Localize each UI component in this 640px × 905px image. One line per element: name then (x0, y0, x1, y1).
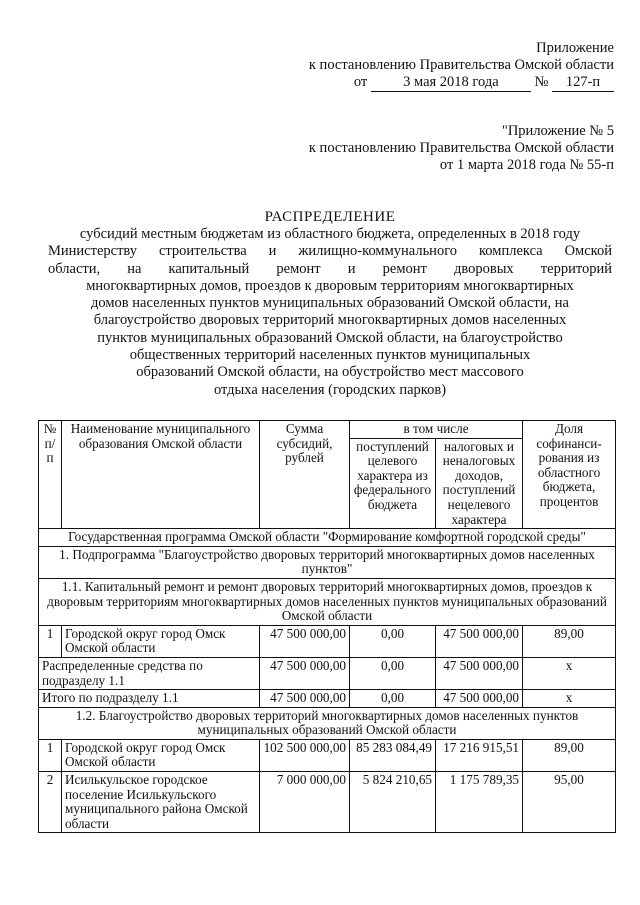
cell-sum: 7 000 000,00 (260, 772, 350, 833)
col-header-share: Доля софинанси-рования из областного бюджета, процентов (523, 421, 616, 529)
cell-name: Исилькульское городское поселение Исилькульского муниципального района Омской области (62, 772, 260, 833)
appendix5-label: "Приложение № 5 (501, 123, 614, 139)
from-prefix: от (353, 74, 368, 90)
cell-taxes: 47 500 000,00 (436, 625, 523, 657)
cell-num: 2 (39, 772, 62, 833)
resolution-date: 3 мая 2018 года (371, 74, 531, 92)
distribution-table (38, 420, 616, 833)
table-header-row (39, 421, 616, 439)
cell-taxes: 47 500 000,00 (436, 657, 523, 689)
table-row (39, 625, 616, 657)
number-sign: № (534, 74, 549, 90)
title-line: многоквартирных домов, проездов к дворовым территориям многоквартирных (86, 277, 574, 294)
table-row (39, 772, 616, 833)
title-line: общественных территорий населенных пунктов муниципальных (129, 347, 531, 364)
resolution-date-line (309, 74, 614, 92)
title-line: субсидий местным бюджетам из областного бюджета, определенных в 2018 году (79, 226, 581, 242)
col-header-including: в том числе (350, 421, 523, 439)
title-line: отдыха населения (городских парков) (213, 381, 447, 398)
cell-taxes: 1 175 789,35 (436, 772, 523, 833)
cell-sum: 47 500 000,00 (260, 625, 350, 657)
resolution-number: 127-п (552, 74, 614, 92)
cell-sum: 102 500 000,00 (260, 739, 350, 771)
appendix-header (309, 40, 614, 92)
cell-sum: 47 500 000,00 (260, 657, 350, 689)
title-line: области, на капитальный ремонт и ремонт дворовых территорий (48, 260, 612, 277)
cell-sum: 47 500 000,00 (260, 690, 350, 708)
appendix5-resolution-ref: к постановлению Правительства Омской области (308, 140, 614, 156)
section-title: 1.2. Благоустройство дворовых территорий многоквартирных домов населенных пунктов муниципальных образований Омской области (39, 707, 616, 739)
section-row (39, 578, 616, 625)
cell-taxes: 17 216 915,51 (436, 739, 523, 771)
cell-name: Городской округ город Омск Омской области (62, 625, 260, 657)
appendix5-resolution-date: от 1 марта 2018 года № 55-п (439, 157, 614, 173)
section-title: 1.1. Капитальный ремонт и ремонт дворовых территорий многоквартирных домов, проездов к дворовым территориям многоквартирных домов населенных пунктов муниципальных образований Омской области (39, 578, 616, 625)
resolution-ref: к постановлению Правительства Омской области (308, 57, 614, 73)
col-header-sum: Сумма субсидий, рублей (260, 421, 350, 529)
cell-federal: 0,00 (350, 690, 436, 708)
cell-share: 89,00 (523, 739, 616, 771)
title-main: РАСПРЕДЕЛЕНИЕ (264, 209, 396, 225)
program-title: Государственная программа Омской области "Формирование комфортной городской среды" (39, 529, 616, 547)
title-description (40, 226, 620, 399)
title-line: Министерству строительства и жилищно-коммунального комплекса Омской (48, 243, 612, 260)
cell-share: 95,00 (523, 772, 616, 833)
document-title (40, 208, 620, 399)
program-row (39, 529, 616, 547)
table-row (39, 739, 616, 771)
total-row (39, 690, 616, 708)
cell-federal: 0,00 (350, 657, 436, 689)
cell-federal: 0,00 (350, 625, 436, 657)
cell-share: x (523, 657, 616, 689)
section-row (39, 707, 616, 739)
cell-federal: 5 824 210,65 (350, 772, 436, 833)
cell-name: Распределенные средства по подразделу 1.1 (39, 657, 260, 689)
appendix-label: Приложение (536, 40, 614, 56)
col-header-taxes: налоговых и неналоговых доходов, поступлений нецелевого характера (436, 438, 523, 529)
cell-taxes: 47 500 000,00 (436, 690, 523, 708)
subprogram-row (39, 546, 616, 578)
cell-num: 1 (39, 739, 62, 771)
distributed-row (39, 657, 616, 689)
title-line: благоустройство дворовых территорий многоквартирных домов населенных (93, 312, 567, 329)
cell-num: 1 (39, 625, 62, 657)
col-header-name: Наименование муниципального образования Омской области (62, 421, 260, 529)
title-line: пунктов муниципальных образований Омской области, на благоустройство (97, 329, 563, 346)
cell-name: Городской округ город Омск Омской области (62, 739, 260, 771)
col-header-federal: поступлений целевого характера из федерального бюджета (350, 438, 436, 529)
title-line: домов населенных пунктов муниципальных образований Омской области, на (91, 295, 569, 312)
appendix5-header (309, 123, 614, 174)
col-header-num: № п/п (39, 421, 62, 529)
cell-share: 89,00 (523, 625, 616, 657)
subprogram-title: 1. Подпрограмма "Благоустройство дворовых территорий многоквартирных домов населенных пунктов" (39, 546, 616, 578)
cell-share: x (523, 690, 616, 708)
title-line: образований Омской области, на обустройство мест массового (136, 364, 524, 381)
cell-name: Итого по подразделу 1.1 (39, 690, 260, 708)
cell-federal: 85 283 084,49 (350, 739, 436, 771)
